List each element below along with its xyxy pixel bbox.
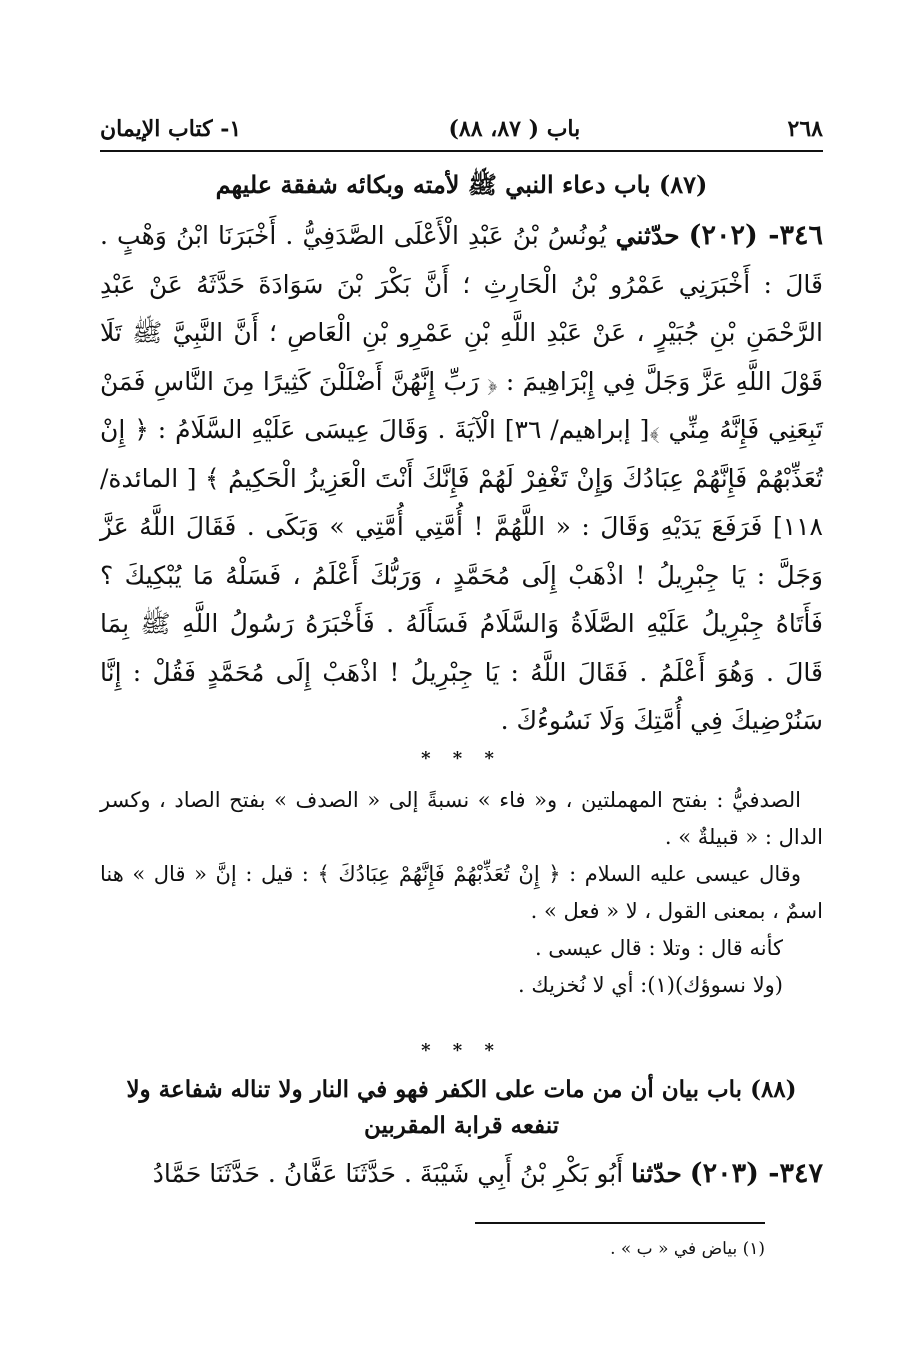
footnote-rule	[475, 1222, 765, 1224]
note-2: وقال عيسى عليه السلام : ﴿ إِنْ تُعَذِّبْهُمْ فَإِنَّهُمْ عِبَادُكَ ﴾ : قيل : إنَّ « قال » هنا اسمٌ ، بمعنى القول ، لا « فعل » .	[100, 862, 823, 923]
hadith-347-text: أَبُو بَكْرِ بْنُ أَبِي شَيْبَةَ . حَدَّثَنَا عَفَّانُ . حَدَّثَنَا حَمَّادُ	[152, 1159, 624, 1188]
hadith-346-number: ٣٤٦- (٢٠٢)	[688, 220, 824, 251]
hadith-346-lead: حدّثني	[615, 221, 680, 250]
separator-stars-2: * * *	[421, 1040, 502, 1061]
commentary-notes	[100, 782, 823, 1004]
separator-stars-1: * * *	[421, 748, 502, 769]
chapter-range: باب ( ٨٧، ٨٨)	[448, 116, 581, 142]
hadith-347	[100, 1150, 823, 1199]
hadith-347-number: ٣٤٧- (٢٠٣)	[689, 1158, 823, 1189]
note-3: كأنه قال : وتلا : قال عيسى .	[534, 936, 783, 960]
note-1: الصدفيُّ : بفتح المهملتين ، و« فاء » نسبةً إلى « الصدف » بفتح الصاد ، وكسر الدال : « قبيلةٌ » .	[100, 788, 823, 849]
book-title: ١- كتاب الإيمان	[100, 116, 242, 142]
section-88	[100, 1072, 823, 1144]
section-87-title: (٨٧) باب دعاء النبي ﷺ لأمته وبكائه شفقة عليهم	[215, 170, 708, 199]
page-number: ٢٦٨	[787, 116, 823, 142]
section-87	[100, 168, 823, 202]
running-header	[100, 112, 823, 146]
hadith-346-text: يُونُسُ بْنُ عَبْدِ الْأَعْلَى الصَّدَفِيُّ . أَخْبَرَنَا ابْنُ وَهْبٍ . قَالَ : أَخْبَرَنِي عَمْرُو بْنُ الْحَارِثِ ؛ أَنَّ بَكْرَ بْنَ سَوَادَةَ حَدَّثَهُ عَنْ عَبْدِ الرَّحْمَنِ بْنِ جُبَيْرٍ ، عَنْ عَبْدِ اللَّهِ بْنِ عَمْرِو بْنِ الْعَاصِ ؛ أَنَّ النَّبِيَّ ﷺ تَلَا قَوْلَ اللَّهِ عَزَّ وَجَلَّ فِي إِبْرَاهِيمَ : ﴿ رَبِّ إِنَّهُنَّ أَضْلَلْنَ كَثِيرًا مِنَ النَّاسِ فَمَنْ تَبِعَنِي فَإِنَّهُ مِنِّي ﴾[ إبراهيم/ ٣٦] الْآيَةَ . وَقَالَ عِيسَى عَلَيْهِ السَّلَامُ : ﴿ إِنْ تُعَذِّبْهُمْ فَإِنَّهُمْ عِبَادُكَ وَإِنْ تَغْفِرْ لَهُمْ فَإِنَّكَ أَنْتَ الْعَزِيزُ الْحَكِيمُ ﴾ [ المائدة/ ١١٨] فَرَفَعَ يَدَيْهِ وَقَالَ : « اللَّهُمَّ ! أُمَّتِي أُمَّتِي » وَبَكَى . فَقَالَ اللَّهُ عَزَّ وَجَلَّ : يَا جِبْرِيلُ ! اذْهَبْ إِلَى مُحَمَّدٍ ، وَرَبُّكَ أَعْلَمُ ، فَسَلْهُ مَا يُبْكِيكَ ؟ فَأَتَاهُ جِبْرِيلُ عَلَيْهِ الصَّلَاةُ وَالسَّلَامُ فَسَأَلَهُ . فَأَخْبَرَهُ رَسُولُ اللَّهِ ﷺ بِمَا قَالَ . وَهُوَ أَعْلَمُ . فَقَالَ اللَّهُ : يَا جِبْرِيلُ ! اذْهَبْ إِلَى مُحَمَّدٍ فَقُلْ : إِنَّا سَنُرْضِيكَ فِي أُمَّتِكَ وَلَا نَسُوءُكَ .	[100, 221, 823, 735]
hadith-347-lead: حدّثنا	[631, 1159, 682, 1188]
header-rule	[100, 150, 823, 152]
footnote: (١) بياض في « ب » .	[610, 1239, 765, 1259]
section-88-title: (٨٨) باب بيان أن من مات على الكفر فهو في النار ولا تناله شفاعة ولا تنفعه قرابة المقربين	[126, 1076, 797, 1139]
note-4: (ولا نسوؤك)(١): أي لا نُخزيك .	[518, 973, 783, 997]
hadith-346	[100, 212, 823, 746]
